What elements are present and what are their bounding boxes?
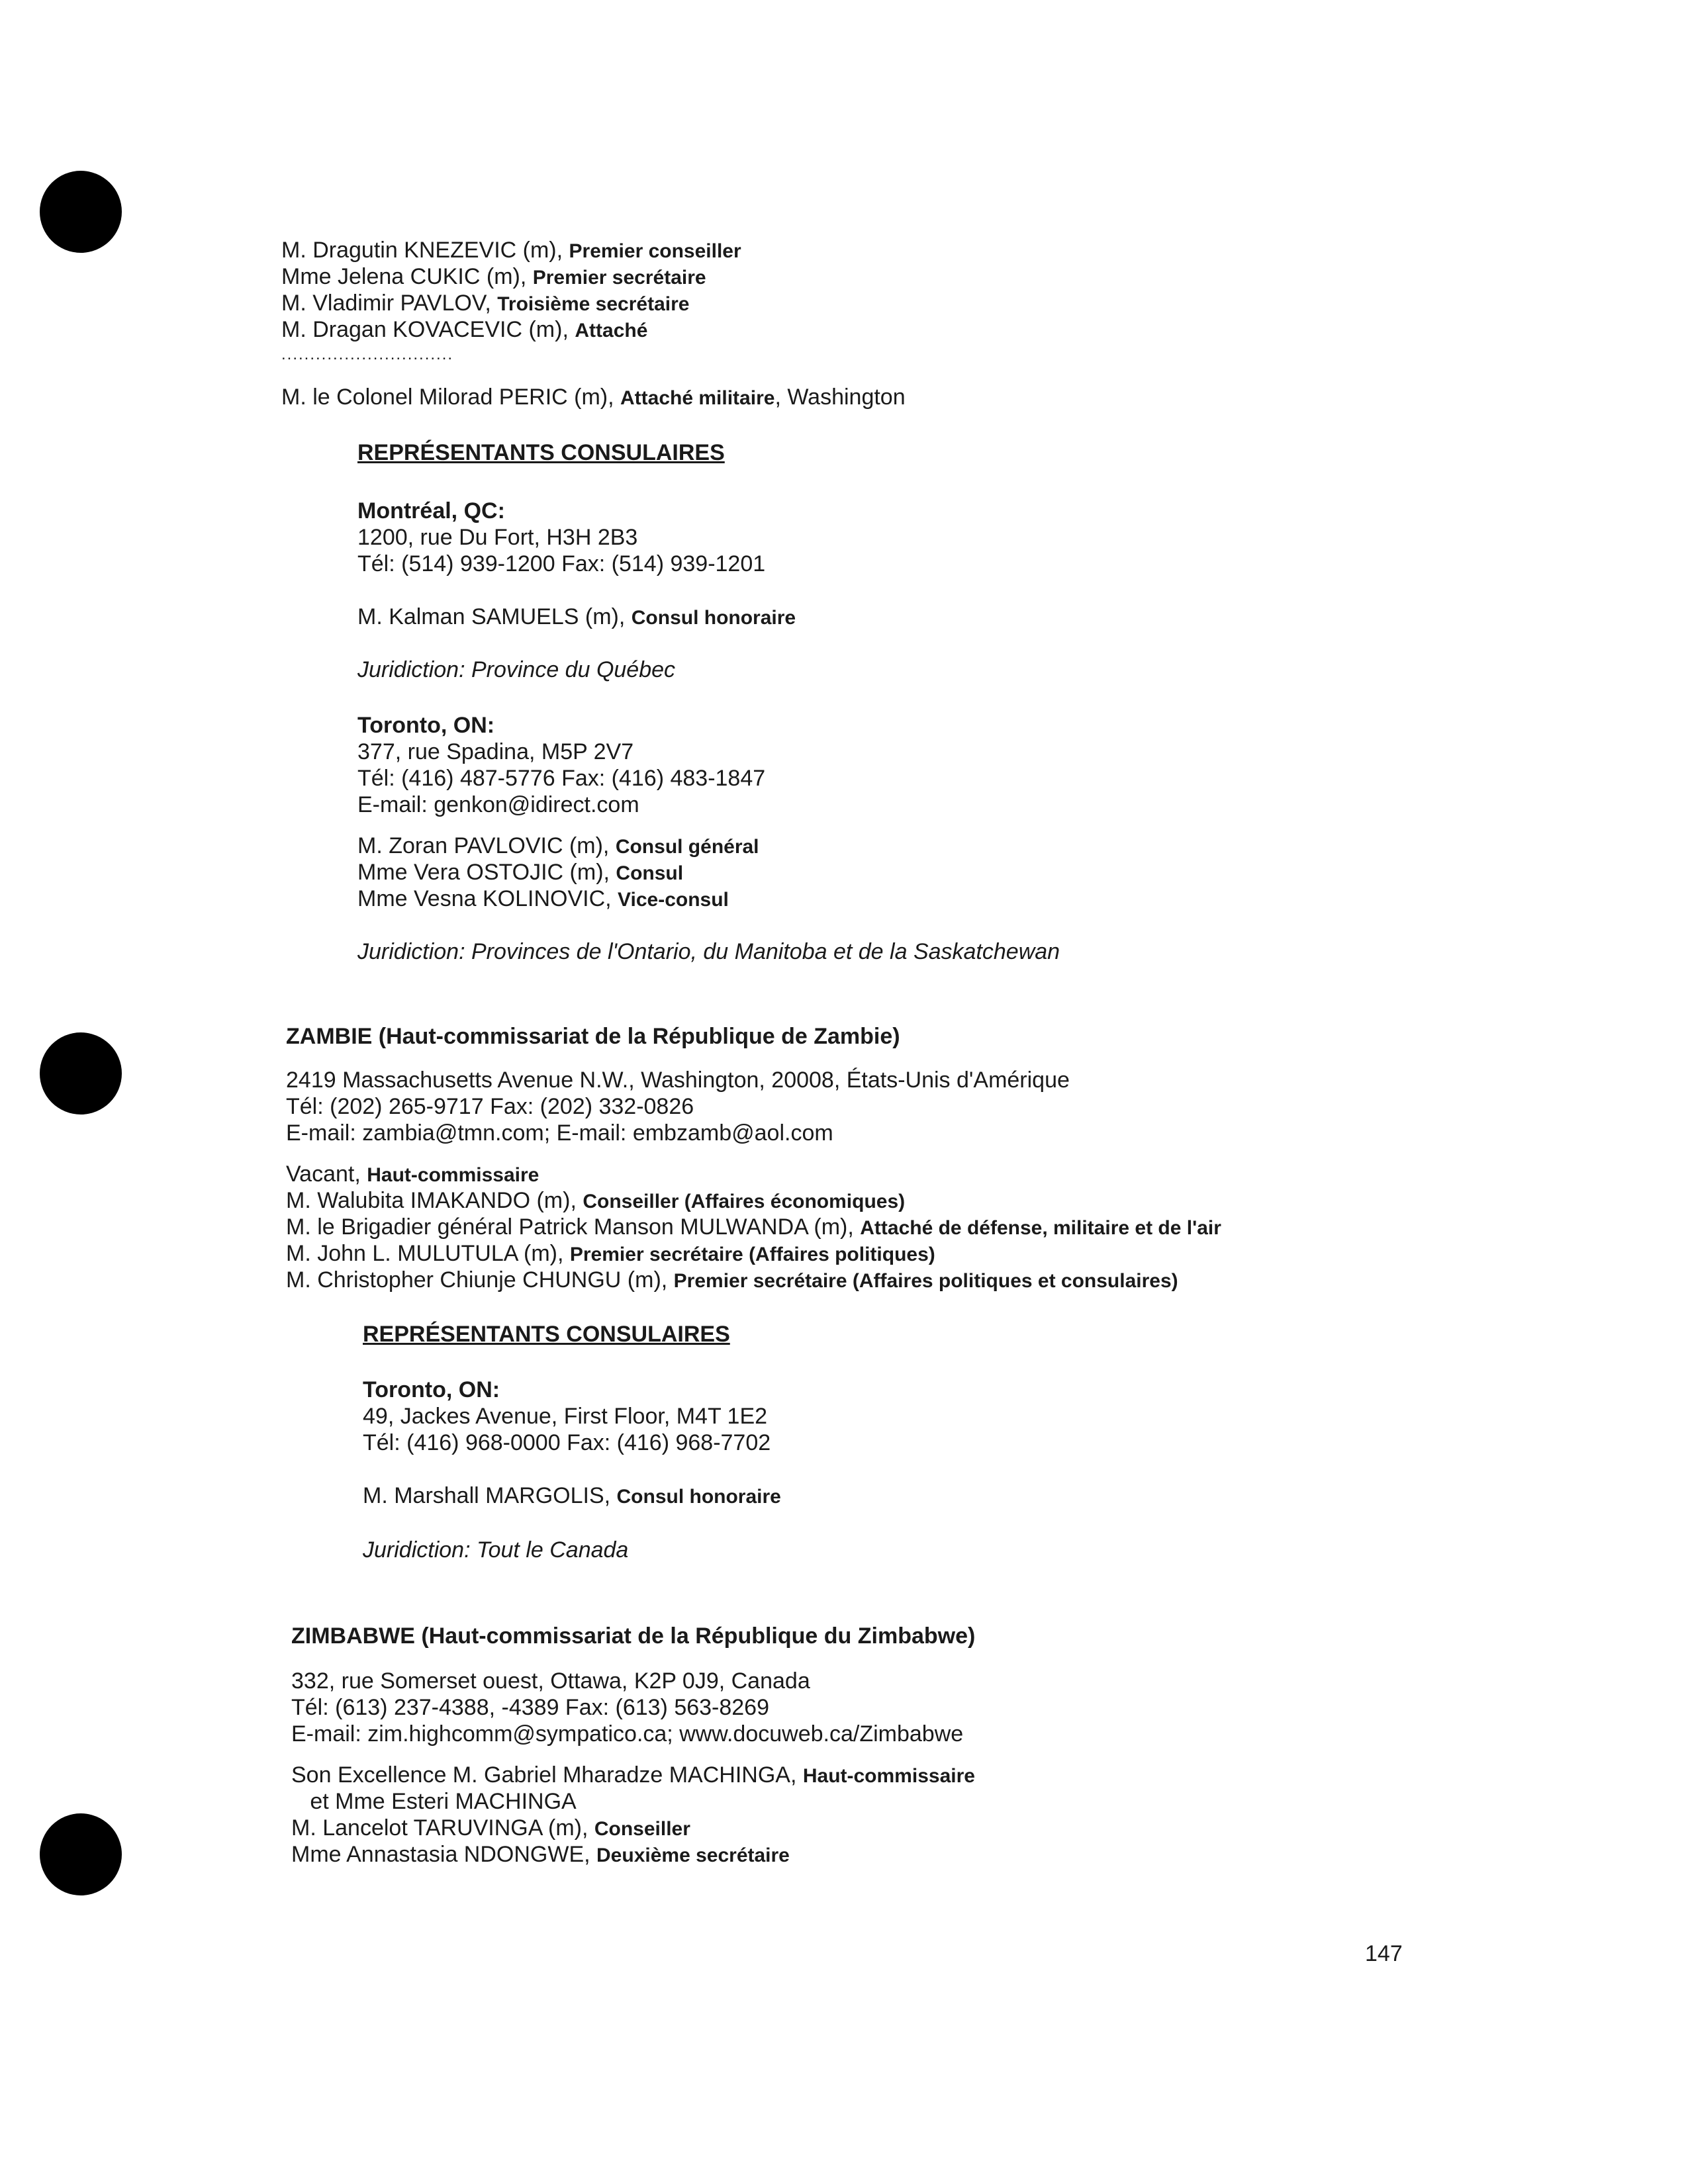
- staff-line: [281, 237, 741, 265]
- mission-name: (Haut-commissariat de la République de Zambie): [372, 1024, 900, 1049]
- staff-title: Premier secrétaire (Affaires politiques et consulaires): [673, 1270, 1178, 1292]
- mission-email: E-mail: zim.highcomm@sympatico.ca; www.docuweb.ca/Zimbabwe: [291, 1721, 964, 1747]
- staff-line: [281, 290, 689, 318]
- consulate-phone: Tél: (416) 968-0000 Fax: (416) 968-7702: [363, 1430, 771, 1455]
- staff-place: , Washington: [774, 385, 906, 410]
- staff-line: [281, 316, 647, 344]
- page-number: 147: [1365, 1941, 1403, 1966]
- staff-title: Premier secrétaire (Affaires politiques): [569, 1244, 935, 1265]
- mission-phone: Tél: (202) 265-9717 Fax: (202) 332-0826: [286, 1094, 694, 1119]
- country-heading: [286, 1023, 900, 1050]
- country-name: ZAMBIE: [286, 1024, 373, 1049]
- jurisdiction: Juridiction: Provinces de l'Ontario, du Manitoba et de la Saskatchewan: [357, 939, 1060, 964]
- consulate-address: 377, rue Spadina, M5P 2V7: [357, 739, 634, 764]
- mission-address: 2419 Massachusetts Avenue N.W., Washington, 20008, États-Unis d'Amérique: [286, 1068, 1070, 1093]
- country-heading: [291, 1623, 975, 1649]
- staff-line: [286, 1240, 935, 1268]
- consul-line: [363, 1482, 781, 1510]
- military-attache-line: [281, 384, 906, 412]
- mission-phone: Tél: (613) 237-4388, -4389 Fax: (613) 563-8269: [291, 1695, 770, 1720]
- staff-name: Vacant,: [286, 1161, 367, 1187]
- staff-title: Consul général: [615, 836, 759, 858]
- staff-name: Son Excellence M. Gabriel Mharadze MACHINGA,: [291, 1762, 803, 1788]
- staff-line: [281, 263, 706, 291]
- consulate-city: Toronto, ON:: [363, 1377, 500, 1402]
- country-name: ZIMBABWE: [291, 1623, 415, 1649]
- staff-name: M. Marshall MARGOLIS,: [363, 1483, 617, 1508]
- staff-name: M. Dragutin KNEZEVIC (m),: [281, 238, 569, 263]
- staff-name: M. Dragan KOVACEVIC (m),: [281, 317, 575, 342]
- staff-title: Attaché de défense, militaire et de l'air: [860, 1217, 1221, 1239]
- staff-title: Attaché militaire: [620, 387, 775, 409]
- staff-line: [291, 1788, 577, 1815]
- staff-line: [286, 1214, 1221, 1242]
- staff-line: [291, 1841, 790, 1869]
- jurisdiction: Juridiction: Province du Québec: [357, 657, 676, 682]
- consulate-email: E-mail: genkon@idirect.com: [357, 792, 639, 817]
- staff-name: M. John L. MULUTULA (m),: [286, 1241, 570, 1266]
- staff-title: Premier conseiller: [569, 240, 741, 262]
- staff-title: Conseiller (Affaires économiques): [583, 1191, 906, 1212]
- staff-title: Haut-commissaire: [367, 1164, 539, 1186]
- consulate-address: 49, Jackes Avenue, First Floor, M4T 1E2: [363, 1404, 768, 1429]
- staff-line: [286, 1267, 1178, 1295]
- staff-title: Deuxième secrétaire: [596, 1844, 790, 1866]
- binder-hole-top: [40, 171, 122, 253]
- staff-name: M. Vladimir PAVLOV,: [281, 291, 498, 316]
- staff-name: Mme Vera OSTOJIC (m),: [357, 860, 616, 885]
- consulate-city: Montréal, QC:: [357, 498, 505, 523]
- mission-address: 332, rue Somerset ouest, Ottawa, K2P 0J9, Canada: [291, 1668, 810, 1694]
- staff-line: [286, 1161, 539, 1189]
- section-heading: REPRÉSENTANTS CONSULAIRES: [363, 1322, 730, 1347]
- staff-title: Premier secrétaire: [532, 267, 706, 289]
- section-heading: REPRÉSENTANTS CONSULAIRES: [357, 440, 725, 465]
- staff-title: Consul honoraire: [616, 1486, 781, 1508]
- consul-line: [357, 833, 759, 860]
- staff-name: Mme Jelena CUKIC (m),: [281, 264, 533, 289]
- consulate-phone: Tél: (416) 487-5776 Fax: (416) 483-1847: [357, 766, 766, 791]
- staff-name: M. le Colonel Milorad PERIC (m),: [281, 385, 621, 410]
- mission-email: E-mail: zambia@tmn.com; E-mail: embzamb@aol.com: [286, 1120, 833, 1146]
- staff-name: M. Walubita IMAKANDO (m),: [286, 1188, 583, 1213]
- jurisdiction: Juridiction: Tout le Canada: [363, 1537, 629, 1563]
- mission-name: (Haut-commissariat de la République du Zimbabwe): [414, 1623, 976, 1649]
- staff-name: Mme Vesna KOLINOVIC,: [357, 886, 618, 911]
- staff-line: [291, 1815, 690, 1843]
- staff-name: M. le Brigadier général Patrick Manson MULWANDA (m),: [286, 1214, 861, 1240]
- staff-title: Consul: [616, 862, 684, 884]
- staff-line: [286, 1187, 905, 1215]
- consulate-city: Toronto, ON:: [357, 713, 495, 738]
- dotted-separator: ..............................: [281, 345, 454, 363]
- consul-line: [357, 604, 796, 631]
- staff-line: [291, 1762, 975, 1790]
- staff-name: Mme Annastasia NDONGWE,: [291, 1842, 597, 1867]
- staff-title: Troisième secrétaire: [497, 293, 690, 315]
- staff-title: Vice-consul: [618, 889, 729, 911]
- staff-title: Attaché: [575, 320, 648, 341]
- consul-line: [357, 859, 683, 887]
- staff-name: M. Christopher Chiunje CHUNGU (m),: [286, 1267, 674, 1293]
- staff-title: Consul honoraire: [631, 607, 796, 629]
- staff-title: Haut-commissaire: [802, 1765, 975, 1787]
- staff-name: M. Zoran PAVLOVIC (m),: [357, 833, 616, 858]
- staff-name: M. Lancelot TARUVINGA (m),: [291, 1815, 594, 1841]
- staff-name: et Mme Esteri MACHINGA: [291, 1789, 577, 1814]
- consulate-phone: Tél: (514) 939-1200 Fax: (514) 939-1201: [357, 551, 766, 576]
- consulate-address: 1200, rue Du Fort, H3H 2B3: [357, 525, 638, 550]
- binder-hole-middle: [40, 1032, 122, 1115]
- staff-title: Conseiller: [594, 1818, 690, 1840]
- binder-hole-bottom: [40, 1813, 122, 1895]
- consul-line: [357, 886, 729, 913]
- staff-name: M. Kalman SAMUELS (m),: [357, 604, 632, 629]
